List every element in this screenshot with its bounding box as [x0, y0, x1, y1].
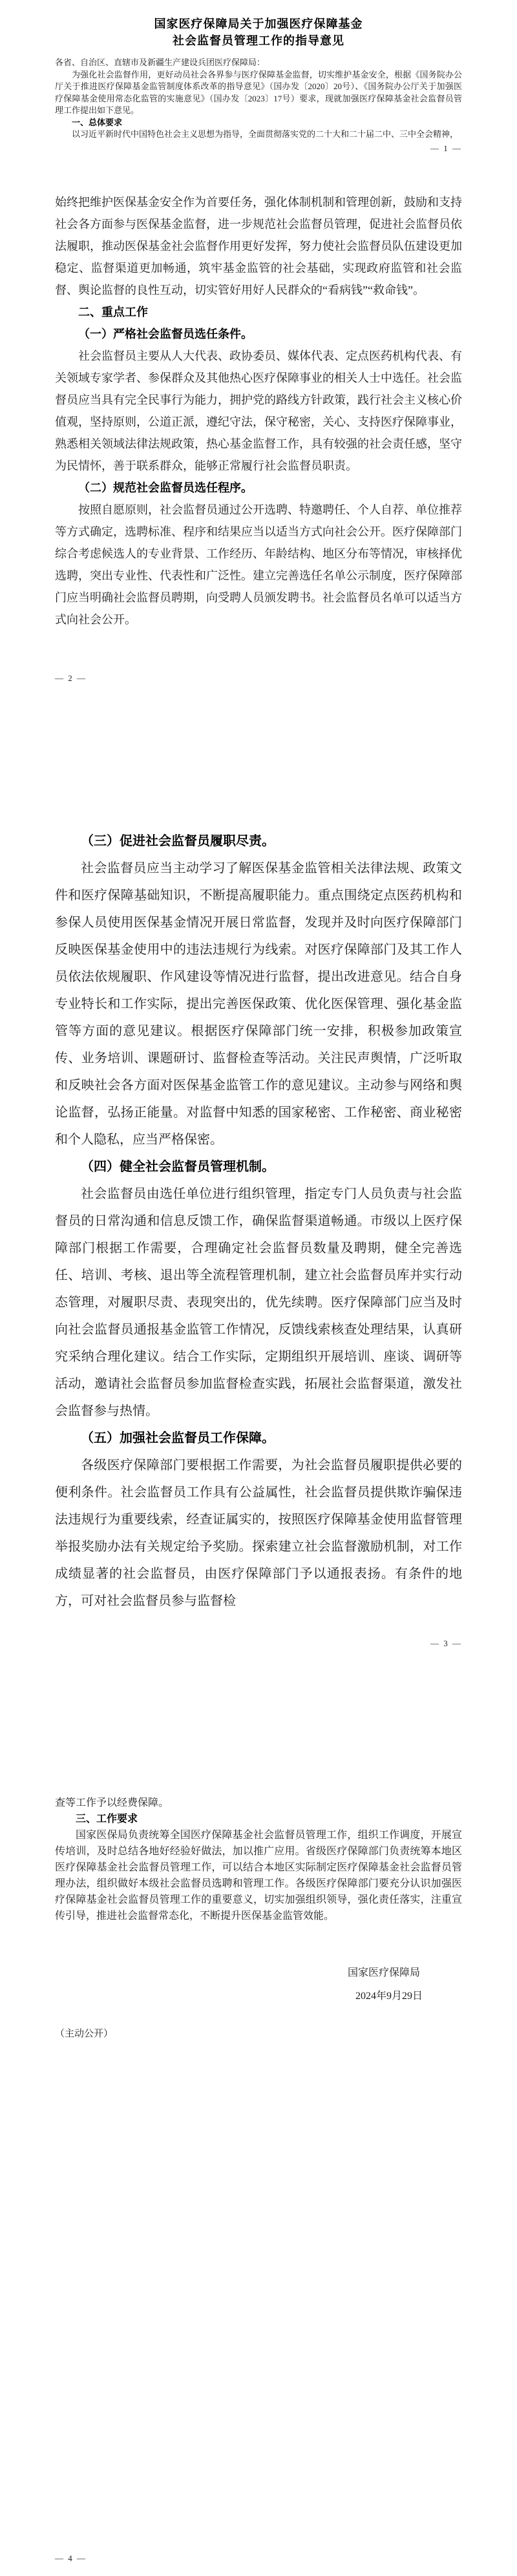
item-1-heading: （一）严格社会监督员选任条件。	[78, 328, 253, 340]
section-3-heading: 三、工作要求	[76, 1814, 138, 1825]
salutation: 各省、自治区、直辖市及新疆生产建设兵团医疗保障局：	[55, 58, 266, 67]
page-4-body	[55, 1795, 462, 1924]
issue-date: 2024年9月29日	[355, 1991, 423, 2002]
item-4-paragraph: 社会监督员由选任单位进行组织管理，指定专门人员负责与社会监督员的日常沟通和信息反馈工作，确保监督渠道畅通。市级以上医疗保障部门根据工作需要，合理确定社会监督员数量及聘期，健全完善选任、培训、考核、退出等全流程管理机制，建立社会监督员库并实行动态管理，对履职尽责、表现突出的，优先续聘。医疗保障部门应当及时向社会监督员通报基金监管工作情况，反馈线索核查处理结果，认真研究采纳合理化建议。结合工作实际，定期组织开展培训、座谈、调研等活动，邀请社会监督员参加监督检查实践，拓展社会监督渠道，激发社会监督参与热情。	[55, 1187, 462, 1418]
item-5-paragraph: 各级医疗保障部门要根据工作需要，为社会监督员履职提供必要的便利条件。社会监督员工作具有公益属性，社会监督员提供欺诈骗保违法违规行为重要线索，经查证属实的，按照医疗保障基金使用监督管理举报奖励办法有关规定给予奖励。探索建立社会监督激励机制，对工作成绩显著的社会监督员，由医疗保障部门予以通报表扬。有条件的地方，可对社会监督员参与监督检	[55, 1458, 462, 1608]
section-2-heading: 二、重点工作	[78, 306, 148, 319]
section-3-paragraph: 国家医保局负责统筹全国医疗保障基金社会监督员管理工作，组织工作调度，开展宣传培训，及时总结各地好经验好做法，加以推广应用。省级医疗保障部门负责统筹本地区医疗保障基金社会监督员管理工作，可以结合本地区实际制定医疗保障基金社会监督员管理办法，组织做好本级社会监督员选聘和管理工作。各级医疗保障部门要充分认识加强医疗保障基金社会监督员管理工作的重要意义，切实加强组织领导，强化责任落实，注重宣传引导，推进社会监督常态化，不断提升医保基金监管效能。	[55, 1830, 462, 1922]
issuer-name: 国家医疗保障局	[347, 1967, 420, 1978]
section-1-opening-line: 以习近平新时代中国特色社会主义思想为指导，全面贯彻落实党的二十大和二十届二中、三中全会精神，	[72, 129, 459, 139]
item-5-continuation: 查等工作予以经费保障。	[55, 1797, 169, 1808]
page-number-1: — 1 —	[430, 143, 462, 153]
preamble-paragraph: 为强化社会监督作用，更好动员社会各界参与医疗保障基金监督，切实维护基金安全，根据《国务院办公厅关于推进医疗保障基金监管制度体系改革的指导意见》（国办发〔2020〕20号）、《国务院办公厅关于加强医疗保障基金使用常态化监管的实施意见》（国办发〔2023〕17号）要求，现就加强医疗保障基金社会监督员管理工作提出如下意见。	[55, 69, 462, 115]
item-4-heading: （四）健全社会监督员管理机制。	[81, 1160, 275, 1174]
document-title	[0, 16, 517, 49]
item-5-heading: （五）加强社会监督员工作保障。	[81, 1431, 275, 1445]
item-3-heading: （三）促进社会监督员履职尽责。	[81, 834, 275, 848]
item-1-paragraph: 社会监督员主要从人大代表、政协委员、媒体代表、定点医药机构代表、有关领域专家学者、参保群众及其他热心医疗保障事业的相关人士中选任。社会监督员应当具有完全民事行为能力，拥护党的路线方针政策，践行社会主义核心价值观，坚持原则，公道正派，遵纪守法，保守秘密，关心、支持医疗保障事业，熟悉相关领域法律法规政策，热心基金监督工作，具有较强的社会责任感，坚守为民情怀，善于联系群众，能够正常履行社会监督员职责。	[55, 350, 462, 472]
page-2-body	[55, 191, 462, 631]
item-3-paragraph: 社会监督员应当主动学习了解医保基金监管相关法律法规、政策文件和医疗保障基础知识，不断提高履职能力。重点围绕定点医药机构和参保人员使用医保基金情况开展日常监督，发现并及时向医疗保障部门反映医保基金使用中的违法违规行为线索。对医疗保障部门及其工作人员依法依规履职、作风建设等情况进行监督，提出改进意见。结合自身专业特长和工作实际，提出完善医保政策、优化医保管理、强化基金监管等方面的意见建议。根据医疗保障部门统一安排，积极参加政策宣传、业务培训、课题研讨、监督检查等活动。关注民声舆情，广泛听取和反映社会各方面对医保基金监管工作的意见建议。主动参与网络和舆论监督，弘扬正能量。对监督中知悉的国家秘密、工作秘密、商业秘密和个人隐私，应当严格保密。	[55, 861, 462, 1147]
document-title-line2: 社会监督员管理工作的指导意见	[173, 34, 344, 47]
page-number-2: — 2 —	[55, 673, 87, 683]
document-title-line1: 国家医疗保障局关于加强医疗保障基金	[154, 17, 363, 30]
section-1-heading: 一、总体要求	[72, 117, 123, 127]
page-1-body	[55, 57, 462, 141]
item-2-paragraph: 按照自愿原则，社会监督员通过公开选聘、特邀聘任、个人自荐、单位推荐等方式确定，选聘标准、程序和结果应当以适当方式向社会公开。医疗保障部门综合考虑候选人的专业背景、工作经历、年龄结构、地区分布等情况，审核择优选聘，突出专业性、代表性和广泛性。建立完善选任名单公示制度，医疗保障部门应当明确社会监督员聘期，向受聘人员颁发聘书。社会监督员名单可以适当方式向社会公开。	[55, 503, 462, 626]
page-3-body	[55, 828, 462, 1615]
disclosure-note: （主动公开）	[55, 2029, 114, 2039]
item-2-heading: （二）规范社会监督员选任程序。	[78, 481, 253, 494]
page-number-3: — 3 —	[430, 1639, 462, 1648]
section-1-continuation: 始终把维护医保基金安全作为首要任务，强化体制机制和管理创新，鼓励和支持社会各方面参与医保基金监督，进一步规范社会监督员管理，促进社会监督员依法履职，推动医保基金社会监督作用更好发挥，努力使社会监督员队伍建设更加稳定、监督渠道更加畅通，筑牢基金监管的社会基础，实现政府监管和社会监督、舆论监督的良性互动，切实管好用好人民群众的“看病钱”“救命钱”。	[55, 196, 462, 297]
page-number-4: — 4 —	[55, 2553, 87, 2563]
